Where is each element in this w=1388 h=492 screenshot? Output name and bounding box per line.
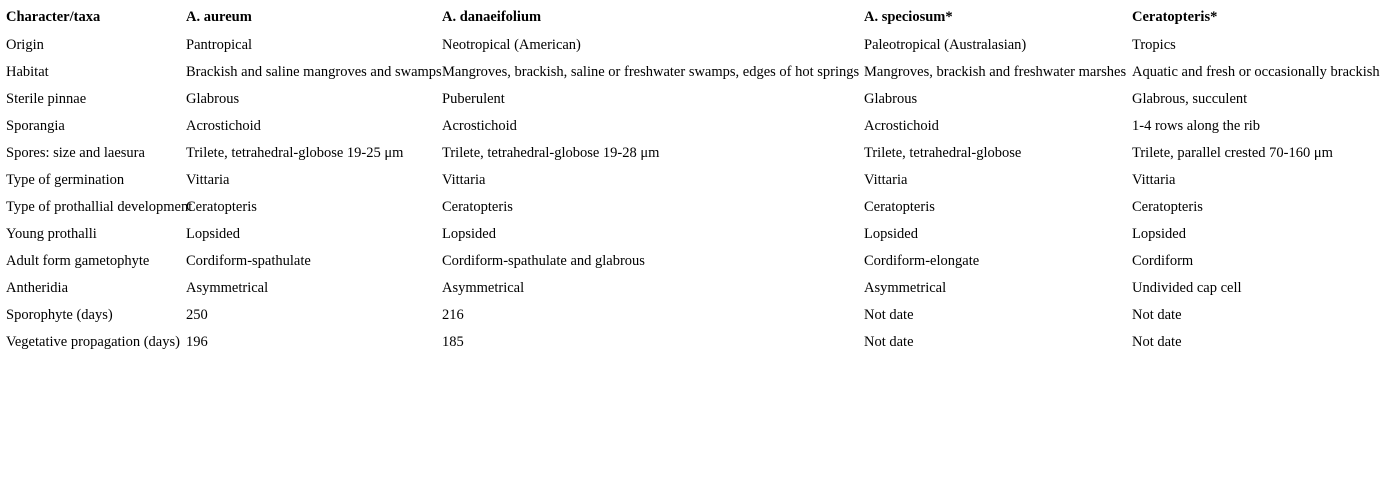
cell-a-aureum: Asymmetrical [186, 280, 269, 296]
table-row [0, 86, 1388, 113]
cell-ceratopteris: Glabrous, succulent [1132, 91, 1248, 107]
cell-a-danaeifolium: Neotropical (American) [442, 37, 581, 53]
cell-a-aureum: Lopsided [186, 226, 240, 242]
cell-a-danaeifolium: 216 [442, 307, 464, 323]
cell-a-speciosum: Trilete, tetrahedral-globose [864, 145, 1022, 161]
column-header-ceratopteris: Ceratopteris* [1132, 9, 1218, 25]
cell-a-danaeifolium: Cordiform-spathulate and glabrous [442, 253, 645, 269]
cell-a-speciosum: Mangroves, brackish and freshwater marshes [864, 64, 1127, 80]
cell-a-aureum: Pantropical [186, 37, 253, 53]
row-character-label: Sterile pinnae [6, 91, 87, 107]
cell-a-aureum: Glabrous [186, 91, 240, 107]
column-header-character: Character/taxa [6, 9, 101, 25]
table-row [0, 221, 1388, 248]
cell-ceratopteris: Not date [1132, 334, 1182, 350]
cell-a-danaeifolium: Trilete, tetrahedral-globose 19-28 μm [442, 145, 660, 161]
table-row [0, 275, 1388, 302]
cell-a-aureum: Ceratopteris [186, 199, 257, 215]
cell-a-danaeifolium: Asymmetrical [442, 280, 525, 296]
row-character-label: Young prothalli [6, 226, 97, 242]
column-header-a-danaeifolium: A. danaeifolium [442, 9, 542, 25]
row-character-label: Type of prothallial development [6, 199, 193, 215]
row-character-label: Spores: size and laesura [6, 145, 145, 161]
cell-a-speciosum: Not date [864, 334, 914, 350]
cell-a-danaeifolium: Acrostichoid [442, 118, 517, 134]
cell-a-aureum: Vittaria [186, 172, 230, 188]
cell-a-speciosum: Vittaria [864, 172, 908, 188]
table-header-row [0, 0, 1388, 32]
cell-a-aureum: Brackish and saline mangroves and swamps [186, 64, 442, 80]
table-row [0, 167, 1388, 194]
cell-a-danaeifolium: Mangroves, brackish, saline or freshwater swamps, edges of hot springs [442, 64, 860, 80]
cell-a-speciosum: Paleotropical (Australasian) [864, 37, 1027, 53]
row-character-label: Sporangia [6, 118, 65, 134]
cell-a-speciosum: Acrostichoid [864, 118, 939, 134]
table-row [0, 59, 1388, 86]
table-row [0, 32, 1388, 59]
row-character-label: Adult form gametophyte [6, 253, 150, 269]
cell-a-aureum: Acrostichoid [186, 118, 261, 134]
cell-a-aureum: 250 [186, 307, 208, 323]
cell-ceratopteris: Trilete, parallel crested 70-160 μm [1132, 145, 1333, 161]
row-character-label: Vegetative propagation (days) [6, 334, 180, 350]
cell-a-speciosum: Lopsided [864, 226, 918, 242]
cell-a-danaeifolium: 185 [442, 334, 464, 350]
column-header-a-aureum: A. aureum [186, 9, 252, 25]
row-character-label: Type of germination [6, 172, 125, 188]
cell-a-danaeifolium: Puberulent [442, 91, 505, 107]
cell-a-speciosum: Glabrous [864, 91, 918, 107]
cell-ceratopteris: Lopsided [1132, 226, 1186, 242]
row-character-label: Antheridia [6, 280, 69, 296]
table-row [0, 329, 1388, 356]
table-row [0, 248, 1388, 275]
cell-ceratopteris: Vittaria [1132, 172, 1176, 188]
row-character-label: Habitat [6, 64, 49, 80]
cell-a-danaeifolium: Vittaria [442, 172, 486, 188]
table-row [0, 140, 1388, 167]
cell-a-aureum: Cordiform-spathulate [186, 253, 311, 269]
cell-a-speciosum: Asymmetrical [864, 280, 947, 296]
cell-ceratopteris: 1-4 rows along the rib [1132, 118, 1261, 134]
cell-a-speciosum: Ceratopteris [864, 199, 935, 215]
cell-ceratopteris: Aquatic and fresh or occasionally brackish [1132, 64, 1380, 80]
cell-a-danaeifolium: Lopsided [442, 226, 496, 242]
table-row [0, 113, 1388, 140]
cell-a-speciosum: Cordiform-elongate [864, 253, 980, 269]
cell-a-aureum: Trilete, tetrahedral-globose 19-25 μm [186, 145, 404, 161]
column-header-a-speciosum: A. speciosum* [864, 9, 953, 25]
row-character-label: Origin [6, 37, 44, 53]
table-body [0, 32, 1388, 356]
cell-ceratopteris: Tropics [1132, 37, 1176, 53]
cell-ceratopteris: Cordiform [1132, 253, 1194, 269]
cell-ceratopteris: Not date [1132, 307, 1182, 323]
table-row [0, 302, 1388, 329]
table-header [0, 0, 1388, 32]
cell-ceratopteris: Undivided cap cell [1132, 280, 1242, 296]
table-row [0, 194, 1388, 221]
row-character-label: Sporophyte (days) [6, 307, 113, 323]
cell-a-aureum: 196 [186, 334, 208, 350]
cell-a-danaeifolium: Ceratopteris [442, 199, 513, 215]
cell-ceratopteris: Ceratopteris [1132, 199, 1203, 215]
cell-a-speciosum: Not date [864, 307, 914, 323]
